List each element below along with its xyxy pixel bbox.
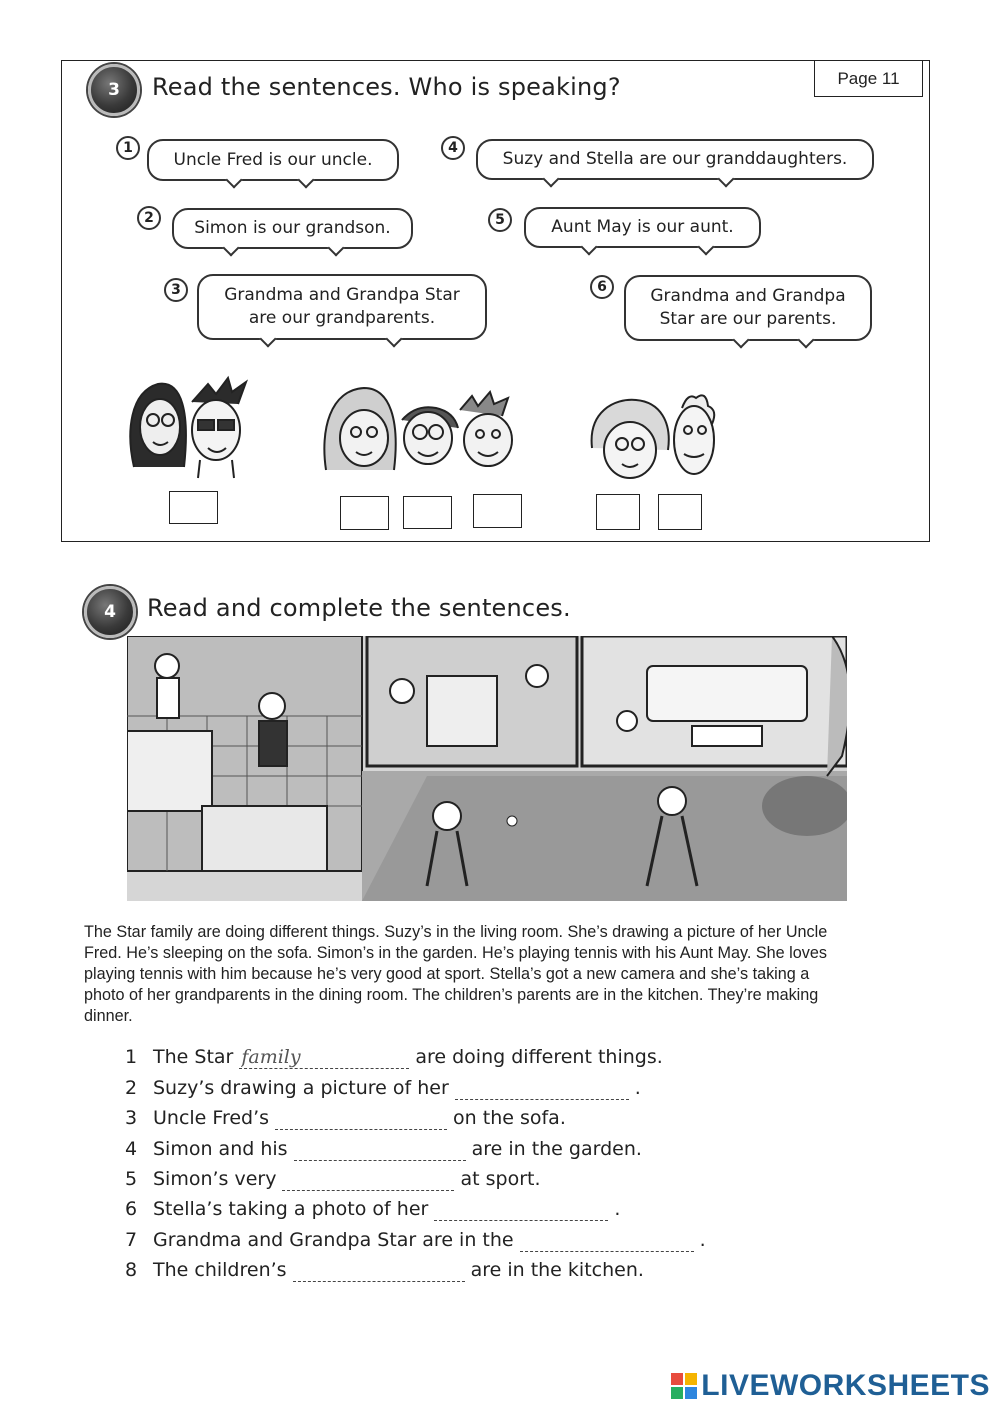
sentence-4-number: 4 — [125, 1138, 138, 1160]
sentence-5-number: 5 — [125, 1168, 138, 1190]
bubble-4-number: 4 — [441, 136, 465, 160]
speech-bubble-6 — [624, 275, 872, 341]
bubble-1-number: 1 — [116, 136, 140, 160]
sentence-2-after: . — [634, 1077, 641, 1099]
illustration-suzy-stella-simon — [316, 380, 528, 480]
exercise-4-badge — [84, 586, 136, 638]
sentence-8-blank[interactable] — [293, 1259, 465, 1282]
illustration-aunt-and-uncle — [120, 372, 260, 480]
sentence-7 — [125, 1226, 706, 1254]
exercise-4-heading: Read and complete the sentences. — [147, 594, 571, 622]
liveworksheets-mark-icon — [671, 1373, 697, 1399]
speech-bubble-3-text: Grandma and Grandpa Star are our grandparents. — [224, 285, 460, 328]
liveworksheets-text: LIVEWORKSHEETS — [701, 1369, 990, 1402]
answer-box-grandma[interactable] — [596, 494, 640, 530]
sentence-4-blank[interactable] — [294, 1138, 466, 1161]
sentence-2 — [125, 1074, 641, 1102]
bubble-6-number: 6 — [590, 275, 614, 299]
illustration-grandma-grandpa — [584, 388, 724, 486]
page-label: Page 11 — [814, 60, 923, 97]
sentence-1-blank[interactable] — [239, 1046, 409, 1069]
sentence-1-number: 1 — [125, 1046, 138, 1068]
sentence-4 — [125, 1135, 642, 1163]
sentence-6 — [125, 1195, 620, 1223]
bubble-3-number: 3 — [164, 278, 188, 302]
sentence-8-before: The children’s — [153, 1259, 287, 1281]
speech-bubble-3 — [197, 274, 487, 340]
answer-box-aunt-uncle[interactable] — [169, 491, 218, 524]
sentence-6-after: . — [614, 1198, 621, 1220]
answer-box-stella[interactable] — [403, 496, 452, 529]
sentence-2-number: 2 — [125, 1077, 138, 1099]
bubble-2-number: 2 — [137, 206, 161, 230]
sentence-1-before: The Star — [153, 1046, 234, 1068]
sentence-7-blank[interactable] — [520, 1229, 694, 1252]
sentence-8-number: 8 — [125, 1259, 138, 1281]
speech-bubble-5 — [524, 207, 761, 248]
sentence-5 — [125, 1165, 541, 1193]
speech-bubble-5-text: Aunt May is our aunt. — [551, 217, 734, 238]
sentence-3-number: 3 — [125, 1107, 138, 1129]
sentence-1 — [125, 1043, 663, 1071]
sentence-3-before: Uncle Fred’s — [153, 1107, 270, 1129]
speech-bubble-6-text: Grandma and Grandpa Star are our parents. — [650, 286, 846, 329]
speech-bubble-4-text: Suzy and Stella are our granddaughters. — [502, 149, 848, 170]
speech-bubble-1 — [147, 139, 399, 181]
sentence-2-blank[interactable] — [455, 1077, 629, 1100]
exercise-3-badge — [88, 64, 140, 116]
sentence-4-before: Simon and his — [153, 1138, 288, 1160]
exercise-3-number: 3 — [108, 80, 120, 100]
sentence-3 — [125, 1104, 566, 1132]
speech-bubble-4 — [476, 139, 874, 180]
sentence-7-number: 7 — [125, 1229, 138, 1251]
answer-box-grandpa[interactable] — [658, 494, 702, 530]
answer-box-simon[interactable] — [473, 494, 522, 528]
bubble-5-number: 5 — [488, 208, 512, 232]
sentence-5-blank[interactable] — [282, 1168, 454, 1191]
sentence-3-after: on the sofa. — [453, 1107, 566, 1129]
reading-passage: The Star family are doing different things. Suzy’s in the living room. She’s drawing a picture of her Uncle Fred. He’s sleeping on the sofa. Simon’s in the garden. He’s playing tennis with his Aunt May. She loves playing tennis with him because he’s very good at sport. Stella’s got a new camera and she’s taking a photo of her grandparents in the dining room. The children’s parents are in the kitchen. They’re making dinner. — [84, 923, 828, 1025]
sentence-8-after: are in the kitchen. — [470, 1259, 644, 1281]
sentence-5-after: at sport. — [460, 1168, 541, 1190]
sentence-7-after: . — [699, 1229, 706, 1251]
sentence-7-before: Grandma and Grandpa Star are in the — [153, 1229, 514, 1251]
speech-bubble-2 — [172, 208, 413, 249]
liveworksheets-logo — [671, 1369, 990, 1403]
sentence-2-before: Suzy’s drawing a picture of her — [153, 1077, 449, 1099]
sentence-8 — [125, 1256, 644, 1284]
speech-bubble-2-text: Simon is our grandson. — [194, 218, 391, 239]
exercise-4-number: 4 — [104, 602, 116, 622]
sentence-1-after: are doing different things. — [415, 1046, 663, 1068]
speech-bubble-1-text: Uncle Fred is our uncle. — [173, 149, 373, 170]
exercise-3-heading: Read the sentences. Who is speaking? — [152, 73, 621, 101]
sentence-3-blank[interactable] — [275, 1107, 447, 1130]
sentence-4-after: are in the garden. — [471, 1138, 642, 1160]
sentence-6-before: Stella’s taking a photo of her — [153, 1198, 429, 1220]
answer-box-suzy[interactable] — [340, 496, 389, 530]
sentence-5-before: Simon’s very — [153, 1168, 277, 1190]
sentence-6-blank[interactable] — [434, 1198, 608, 1221]
sentence-6-number: 6 — [125, 1198, 138, 1220]
illustration-star-family-house — [127, 636, 847, 901]
